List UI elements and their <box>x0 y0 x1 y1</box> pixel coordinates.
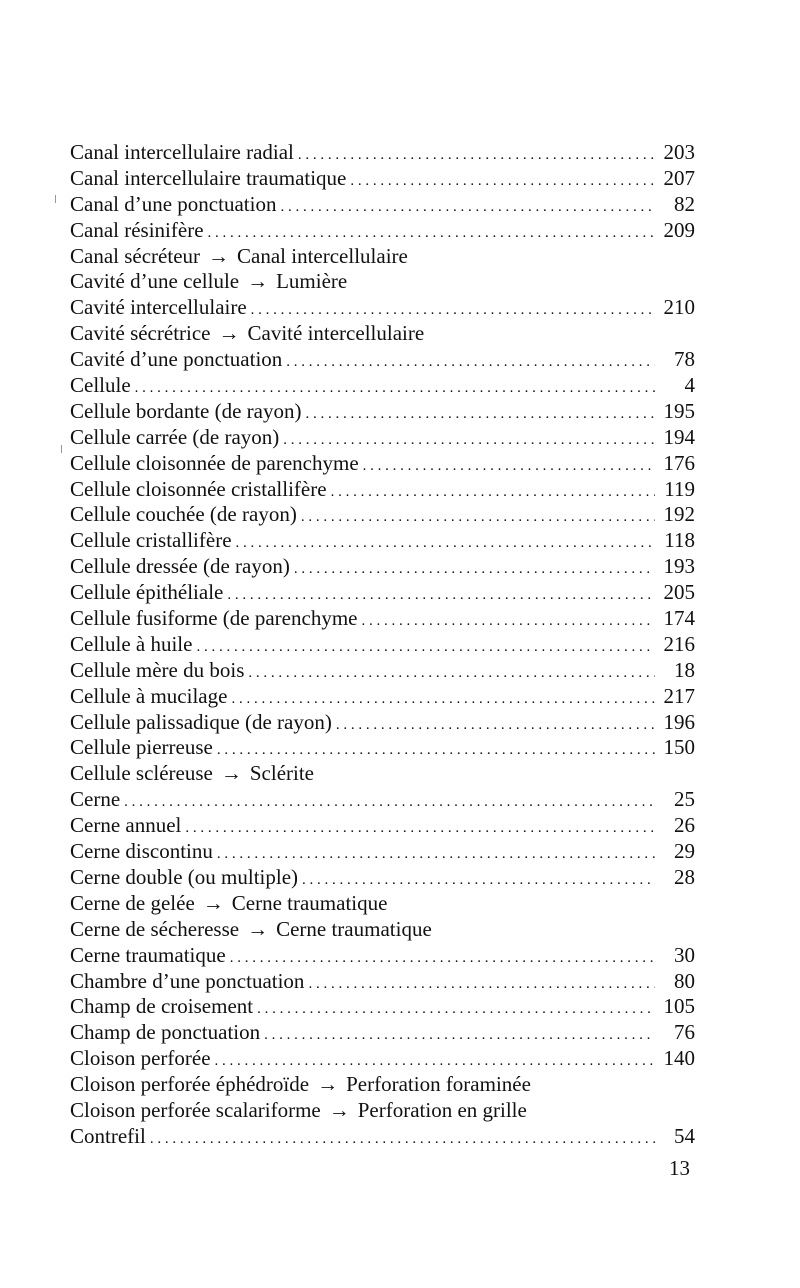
entry-term: Cerne de sécheresse <box>70 916 240 941</box>
entry-term: Cavité intercellulaire <box>70 295 247 320</box>
margin-speck <box>61 445 62 453</box>
index-entry <box>70 373 695 399</box>
entry-term: Cavité sécrétrice <box>70 321 211 346</box>
entry-page-number: 118 <box>664 528 695 553</box>
entry-page-number: 195 <box>663 398 695 423</box>
entry-term: Chambre d’une ponctuation <box>70 968 305 993</box>
dot-leader <box>286 350 655 373</box>
dot-leader <box>248 661 655 684</box>
index-entry <box>70 761 695 787</box>
index-entry <box>70 1098 695 1124</box>
entry-page-number: 207 <box>663 165 695 190</box>
dot-leader <box>227 583 655 606</box>
entry-page-number: 54 <box>674 1123 695 1148</box>
see-arrow-icon: → <box>247 916 269 941</box>
dot-leader <box>150 1127 655 1150</box>
index-entry <box>70 839 695 865</box>
index-entry <box>70 347 695 373</box>
entry-page-number: 119 <box>664 476 695 501</box>
index-entry <box>70 528 695 554</box>
entry-term: Cellule scléreuse <box>70 761 213 786</box>
entry-term: Cellule carrée (de rayon) <box>70 424 280 449</box>
entry-term: Canal d’une ponctuation <box>70 191 277 216</box>
entry-page-number: 176 <box>663 450 695 475</box>
dot-leader <box>308 972 655 995</box>
cross-reference-target: Lumière <box>276 269 348 294</box>
index-entry <box>70 269 695 295</box>
index-entry <box>70 502 695 528</box>
entry-page-number: 193 <box>663 554 695 579</box>
see-arrow-icon: → <box>208 243 230 268</box>
dot-leader <box>251 298 655 321</box>
index-entry <box>70 218 695 244</box>
entry-term: Cellule palissadique (de rayon) <box>70 709 332 734</box>
dot-leader <box>298 143 655 166</box>
entry-term: Cavité d’une cellule <box>70 269 240 294</box>
index-entry <box>70 813 695 839</box>
entry-page-number: 80 <box>674 968 695 993</box>
index-entry <box>70 1072 695 1098</box>
entry-page-number: 28 <box>674 864 695 889</box>
entry-page-number: 194 <box>663 424 695 449</box>
dot-leader <box>363 454 655 477</box>
index-entry <box>70 140 695 166</box>
entry-page-number: 78 <box>674 347 695 372</box>
entry-term: Cellule bordante (de rayon) <box>70 398 302 423</box>
dot-leader <box>294 557 655 580</box>
entry-term: Cellule <box>70 373 131 398</box>
entry-page-number: 76 <box>674 1020 695 1045</box>
cross-reference-target: Cavité intercellulaire <box>247 321 425 346</box>
cross-reference-target: Perforation foraminée <box>346 1072 531 1097</box>
entry-term: Cellule dressée (de rayon) <box>70 554 290 579</box>
index-entry <box>70 891 695 917</box>
index-entry <box>70 1020 695 1046</box>
index-entry <box>70 969 695 995</box>
entry-term: Cloison perforée éphédroïde <box>70 1072 310 1097</box>
entry-term: Cerne de gelée <box>70 890 195 915</box>
index-entry <box>70 554 695 580</box>
dot-leader <box>135 376 655 399</box>
entry-term: Cellule cloisonnée cristallifère <box>70 476 327 501</box>
dot-leader <box>230 946 655 969</box>
entry-page-number: 210 <box>663 295 695 320</box>
cross-reference-target: Sclérite <box>249 761 314 786</box>
entry-term: Cellule cloisonnée de parenchyme <box>70 450 359 475</box>
index-entry <box>70 994 695 1020</box>
page-number: 13 <box>669 1156 690 1180</box>
index-entry <box>70 917 695 943</box>
entry-page-number: 30 <box>674 942 695 967</box>
entry-term: Cellule cristallifère <box>70 528 232 553</box>
entry-term: Cellule pierreuse <box>70 735 213 760</box>
cross-reference-target: Perforation en grille <box>357 1097 527 1122</box>
entry-term: Cellule couchée (de rayon) <box>70 502 297 527</box>
entry-term: Champ de croisement <box>70 994 254 1019</box>
index-entry <box>70 192 695 218</box>
index-entry <box>70 166 695 192</box>
entry-term: Contrefil <box>70 1123 146 1148</box>
entry-page-number: 18 <box>674 657 695 682</box>
index-entry <box>70 710 695 736</box>
dot-leader <box>280 195 655 218</box>
dot-leader <box>331 480 655 503</box>
dot-leader <box>236 531 655 554</box>
entry-page-number: 140 <box>663 1046 695 1071</box>
entry-page-number: 192 <box>663 502 695 527</box>
entry-term: Champ de ponctuation <box>70 1020 261 1045</box>
entry-page-number: 82 <box>674 191 695 216</box>
entry-term: Cellule à huile <box>70 631 193 656</box>
see-arrow-icon: → <box>247 269 269 294</box>
entry-page-number: 174 <box>663 606 695 631</box>
entry-page-number: 29 <box>674 839 695 864</box>
dot-leader <box>350 169 655 192</box>
entry-page-number: 205 <box>663 580 695 605</box>
entry-page-number: 26 <box>674 813 695 838</box>
cross-reference-target: Cerne traumatique <box>276 916 432 941</box>
index-entry <box>70 787 695 813</box>
entry-term: Cerne annuel <box>70 813 182 838</box>
margin-speck <box>55 195 56 203</box>
index-entry <box>70 632 695 658</box>
entry-term: Canal intercellulaire traumatique <box>70 165 347 190</box>
see-arrow-icon: → <box>317 1072 339 1097</box>
entry-term: Cerne traumatique <box>70 942 226 967</box>
dot-leader <box>185 816 655 839</box>
index-entry <box>70 606 695 632</box>
entry-term: Canal résinifère <box>70 217 204 242</box>
entry-page-number: 217 <box>663 683 695 708</box>
index-entry <box>70 399 695 425</box>
dot-leader <box>257 997 655 1020</box>
entry-page-number: 4 <box>684 373 695 398</box>
dot-leader <box>215 1049 655 1072</box>
dot-leader <box>301 505 655 528</box>
dot-leader <box>231 687 655 710</box>
entry-term: Cerne discontinu <box>70 839 213 864</box>
see-arrow-icon: → <box>220 761 242 786</box>
dot-leader <box>336 713 655 736</box>
index-entry <box>70 451 695 477</box>
index-entry <box>70 295 695 321</box>
entry-term: Cellule mère du bois <box>70 657 245 682</box>
see-arrow-icon: → <box>328 1097 350 1122</box>
dot-leader <box>124 790 655 813</box>
entry-term: Cerne <box>70 787 121 812</box>
index-entry <box>70 684 695 710</box>
cross-reference-target: Cerne traumatique <box>231 890 388 915</box>
index-entry <box>70 477 695 503</box>
index-entry <box>70 321 695 347</box>
entry-term: Cavité d’une ponctuation <box>70 347 283 372</box>
entry-page-number: 203 <box>663 140 695 164</box>
dot-leader <box>196 635 655 658</box>
entry-page-number: 25 <box>674 787 695 812</box>
dot-leader <box>264 1023 655 1046</box>
index-entry <box>70 1124 695 1150</box>
index-entry <box>70 1046 695 1072</box>
dot-leader <box>306 402 656 425</box>
index-list <box>70 140 695 1150</box>
entry-term: Cloison perforée <box>70 1046 211 1071</box>
index-entry <box>70 865 695 891</box>
index-entry <box>70 580 695 606</box>
entry-term: Cloison perforée scalariforme <box>70 1097 321 1122</box>
index-entry <box>70 658 695 684</box>
entry-page-number: 216 <box>663 631 695 656</box>
entry-term: Cellule fusiforme (de parenchyme <box>70 606 358 631</box>
dot-leader <box>302 868 655 891</box>
see-arrow-icon: → <box>202 890 224 915</box>
dot-leader <box>208 221 655 244</box>
cross-reference-target: Canal intercellulaire <box>237 243 408 268</box>
index-entry <box>70 425 695 451</box>
entry-term: Cerne double (ou multiple) <box>70 864 299 889</box>
entry-term: Canal sécréteur <box>70 243 201 268</box>
entry-page-number: 150 <box>663 735 695 760</box>
index-entry <box>70 735 695 761</box>
dot-leader <box>283 428 655 451</box>
index-entry <box>70 943 695 969</box>
index-entry <box>70 244 695 270</box>
entry-page-number: 196 <box>663 709 695 734</box>
entry-term: Cellule épithéliale <box>70 580 224 605</box>
entry-term: Cellule à mucilage <box>70 683 228 708</box>
entry-page-number: 105 <box>663 994 695 1019</box>
dot-leader <box>217 738 655 761</box>
entry-term: Canal intercellulaire radial <box>70 140 294 164</box>
dot-leader <box>361 609 655 632</box>
see-arrow-icon: → <box>218 321 240 346</box>
entry-page-number: 209 <box>663 217 695 242</box>
dot-leader <box>217 842 655 865</box>
